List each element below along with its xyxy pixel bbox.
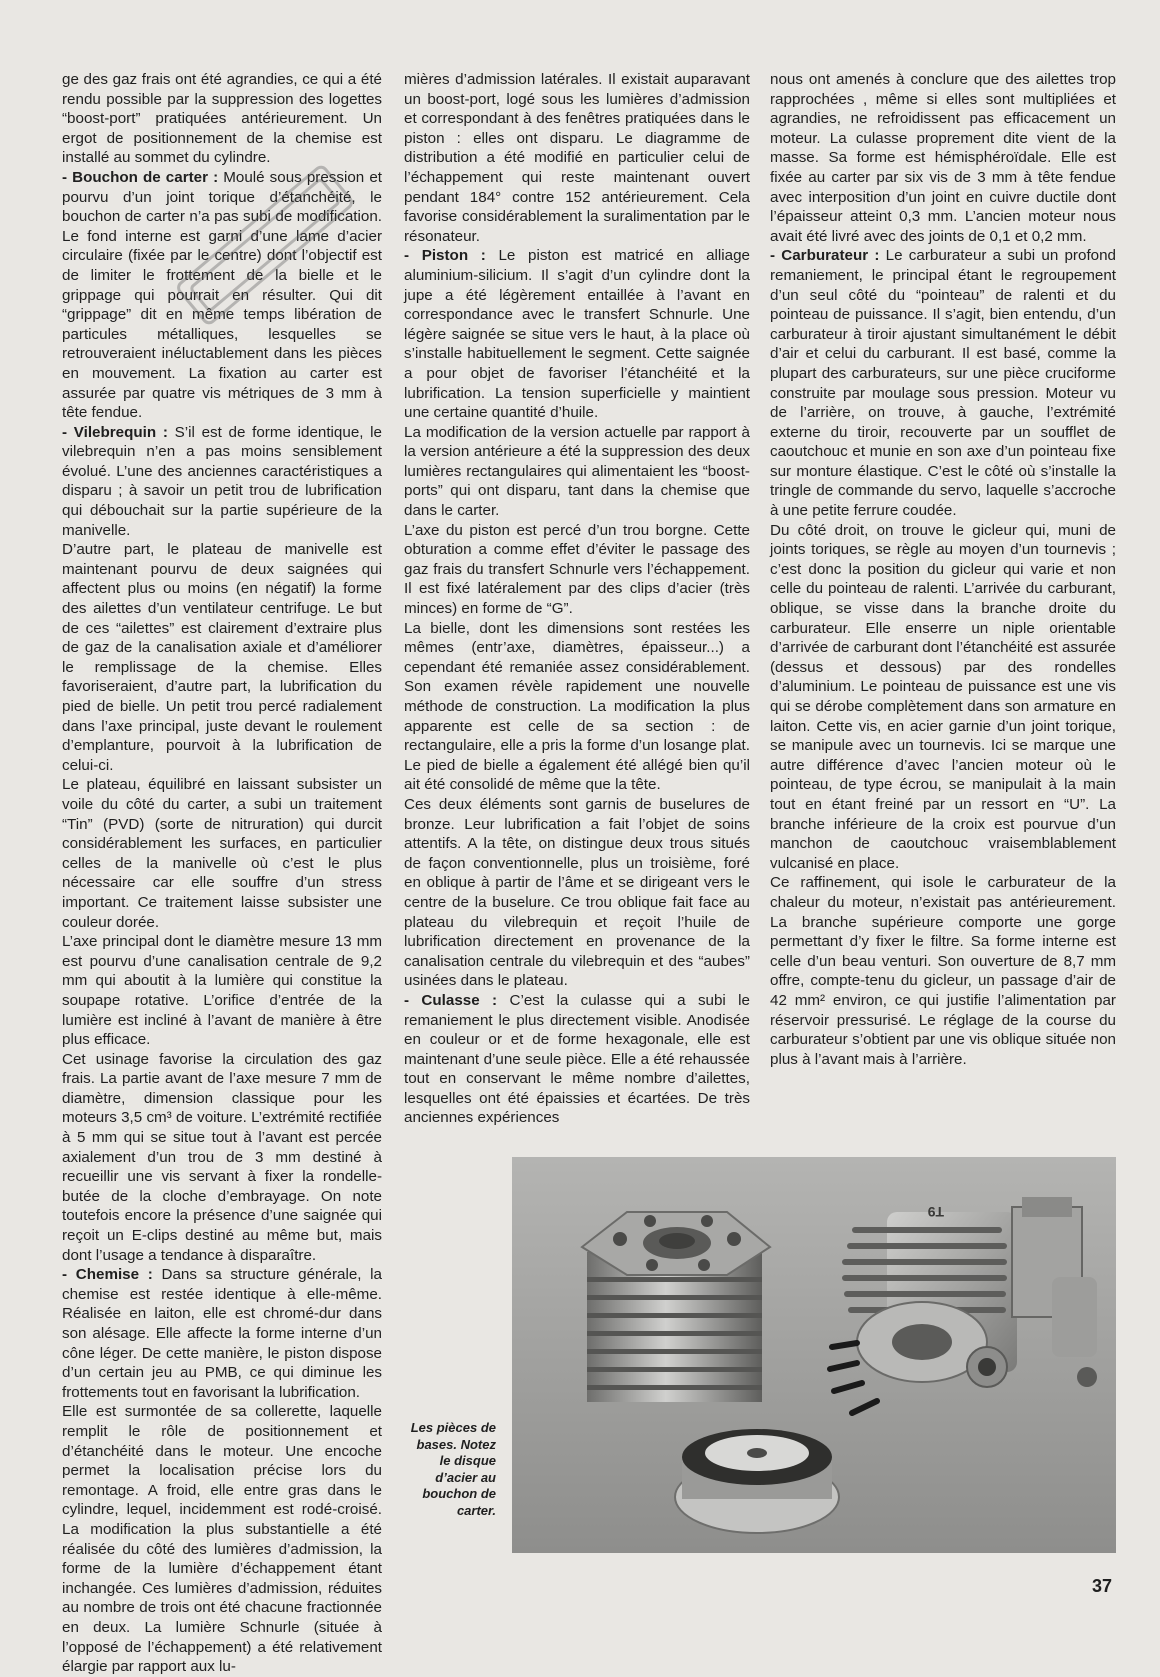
engraving-label: T9 [927, 1204, 944, 1220]
paragraph: - Vilebrequin : S’il est de forme identique, le vilebrequin n’en a pas moins sensiblement évolué. L’une des anciennes caractéristiques a disparu ; à savoir un petit trou de lubrification qui débouchait sur la partie supérieure de la manivelle. [62, 423, 383, 539]
paragraph: Elle est surmontée de sa collerette, laquelle remplit le rôle de positionnement et d’étanchéité dans le moteur. Une encoche permet la localisation précise lors du remontage. A froid, elle entre gras dans le cylindre, lequel, incidemment est rodé-croisé. La modification la plus substantielle a été réalisée du côté des lumières d’admission, la forme de la lumière d’échappement étant inchangée. Ces lumières d’admission, réduites au nombre de trois ont été chacune fractionnée en deux. La lumière Schnurle (située à l’opposé de l’échappement) a été relativement élargie par rapport aux lu- [62, 1403, 382, 1676]
section-heading: - Vilebrequin : [62, 423, 168, 441]
paragraph: L’axe du piston est percé d’un trou borgne. Cette obturation a comme effet d’éviter le passage des gaz frais du transfert Schnurle vers l’échappement. Il est fixé latéralement par des clips d’acier (très minces) en forme de “G”. [404, 521, 750, 618]
paragraph: Cet usinage favorise la circulation des gaz frais. La partie avant de l’axe mesure 7 mm de diamètre, dimension classique pour les moteurs 3,5 cm³ de voiture. L’extrémité rectifiée à 5 mm qui se situe tout à l’avant est percée axialement d’un trou de 3 mm destiné à recueillir une vis servant à fixer la rondelle-butée de la cloche d’embrayage. On note toutefois encore la présence d’une saignée qui reçoit un E-clips destiné au même but, mais dont l’usage a tendance à disparaître. [62, 1050, 382, 1264]
paragraph: Du côté droit, on trouve le gicleur qui, muni de joints toriques, se règle au moyen d’un tournevis ; c’est donc la position du gicleur qui varie et non celle du pointeau de ralenti. L’arrivée du carburant, oblique, se visse dans la branche droite du carburateur. Elle enserre un niple orientable d’arrivée de carburant dont l’étanchéité est assurée (dessus et dessous) par des rondelles d’aluminium. Le pointeau de puissance est une vis qui se dérobe complètement dans son armature en laiton. Cette vis, en acier garnie d’un joint torique, se manipule avec un tournevis. Ici se marque une autre différence d’avec l’ancien moteur où le pointeau, de type écrou, se manipulait à la main tout en étant freiné par un ressort en “U”. La branche inférieure de la croix est pourvue d’un manchon de caoutchouc vraisemblablement vulcanisé en place. [770, 521, 1116, 872]
paragraph: - Piston : Le piston est matricé en alliage aluminium-silicium. Il s’agit d’un cylindre dont la jupe a été légèrement entaillée à l’avant en correspondance avec le transfert Schnurle. Une légère saignée se situe vers le haut, à la place où s’installe habituellement le segment. Cette saignée a pour objet de favoriser l’étanchéité et la lubrification. La tension superficielle y maintient une certaine quantité d’huile. [404, 247, 750, 422]
paragraph: Le plateau, équilibré en laissant subsister un voile du côté du carter, a subi un traitement “Tin” (PVD) (sorte de nitruration) qui durcit considérablement les surfaces, en particulier celles de la manivelle où c’est le plus nécessaire car elle souffre d’un stress important. Ce traitement laisse subsister une couleur dorée. [62, 776, 382, 931]
section-heading: - Chemise : [62, 1266, 153, 1284]
text-column-left [62, 70, 382, 1677]
paragraph: mières d’admission latérales. Il existait auparavant un boost-port, logé sous les lumières d’admission et correspondant à des fenêtres pratiquées dans le piston : elles ont disparu. Le diagramme de distribution a été modifié en particulier celui de l’échappement qui reste maintenant ouvert pendant 184° contre 152 antérieurement. Cela favorise considérablement la suralimentation par le résonateur. [404, 71, 750, 245]
engine-parts-illustration [512, 1157, 1116, 1553]
paragraph: - Carburateur : Le carburateur a subi un profond remaniement, le principal étant le regroupement d’un seul côté du “pointeau” de ralenti et du pointeau de puissance. Il s’agit, bien entendu, d’un carburateur à tiroir ajustant simultanément le débit d’air et celui du carburant. Il est basé, comme la plupart des carburateurs, sur une pièce cruciforme construite par moulage sous pression. Moteur vu de l’arrière, on trouve, à gauche, l’extrémité externe du tiroir, recouverte par un soufflet de caoutchouc et munie en son axe d’un pointeau fixe sur monture élastique. C’est le côté où s’installe la tringle de commande du servo, laquelle s’accroche à une petite ferrure coudée. [770, 247, 1116, 520]
text-column-middle [404, 70, 750, 1128]
paragraph: Ces deux éléments sont garnis de buselures de bronze. Leur lubrification a fait l’objet de soins attentifs. A la tête, on distingue deux trous situés de façon conventionnelle, plus un troisième, foré en oblique à partir de l’âme et se dirigeant vers le centre de la buselure. Ce trou oblique fait face au plateau du vilebrequin et reçoit l’huile de lubrification directement en provenance de la canalisation centrale du vilebrequin et des “aubes” usinées dans le plateau. [404, 795, 750, 990]
paragraph: L’axe principal dont le diamètre mesure 13 mm est pourvu d’une canalisation centrale de 9,2 mm qui aboutit à la lumière qui constitue la soupape rotative. L’orifice d’entrée de la lumière est incliné à l’avant de manière à être plus efficace. [62, 933, 382, 1049]
paragraph: - Bouchon de carter : Moulé sous pression et pourvu d’un joint torique d’étanchéité, le bouchon de carter n’a pas subi de modification. Le fond interne est garni d’une lame d’acier circulaire (fixée par le centre) dont l’objectif est de limiter le frottement de la bielle et le grippage qui pourrait en résulter. Qui dit “grippage” dit en même temps libération de particules métalliques, lesquelles se retrouveraient inéluctablement dans les pièces en mouvement. La fixation au carter est assurée par quatre vis métriques de 3 mm à tête fendue. [62, 168, 382, 422]
paragraph: D’autre part, le plateau de manivelle est maintenant pourvu de deux saignées qui affectent plus ou moins (en négatif) la forme des ailettes d’un ventilateur centrifuge. Le but de ces “ailettes” est clairement d’extraire plus de gaz de la canalisation axiale et d’améliorer le remplissage de la chemise. Elles favoriseraient, d’autre part, la lubrification du pied de bielle. Un petit trou percé radialement dans l’axe principal, juste devant le roulement d’emplanture, pourvoit à la lubrification de celui-ci. [62, 541, 382, 774]
text-column-right [770, 70, 1116, 1069]
section-heading: - Culasse : [404, 991, 498, 1009]
paragraph: La bielle, dont les dimensions sont restées les mêmes (entr’axe, diamètres, épaisseur...) a cependant été remaniée assez considérablement. Son examen révèle rapidement une nouvelle méthode de construction. La modification la plus apparente est celle de sa section : de rectangulaire, elle a pris la forme d’un losange plat. Le pied de bielle a également été allégé bien qu’il ait été consolidé de même que la tête. [404, 619, 750, 794]
paragraph: nous ont amenés à conclure que des ailettes trop rapprochées , même si elles sont multipliées et agrandies, ne refroidissent pas efficacement un moteur. La culasse proprement dite vient de la masse. Sa forme est hémisphéroïdale. Elle est fixée au carter par six vis de 3 mm à tête fendue avec interposition d’un joint en cuivre ductile dont l’épaisseur atteint 0,3 mm. L’ancien moteur nous avait été livré avec des joints de 0,1 et 0,2 mm. [770, 71, 1116, 245]
paragraph: ge des gaz frais ont été agrandies, ce qui a été rendu possible par la suppression des logettes “boost-port” pratiquées antérieurement. Un ergot de positionnement de la chemise est installé au sommet du cylindre. [62, 71, 382, 167]
section-heading: - Piston : [404, 247, 486, 265]
paragraph: - Chemise : Dans sa structure générale, la chemise est restée identique à elle-même. Réalisée en laiton, elle est chromé-dur dans son alésage. Elle affecte la forme interne d’un cône léger. De cette manière, le piston dispose d’un certain jeu au PMB, ce qui diminue les frottements tout en favorisant la lubrification. [62, 1266, 382, 1401]
crankcase-backplate [675, 1429, 839, 1533]
engine-parts-photo [512, 1157, 1116, 1553]
section-heading: - Carburateur : [770, 247, 880, 265]
photo-caption: Les pièces de bases. Notez le disque d’acier au bouchon de carter. [410, 1420, 496, 1518]
paragraph: - Culasse : C’est la culasse qui a subi le remaniement le plus directement visible. Anodisée en couleur or et de forme hexagonale, elle est maintenant d’une seule pièce. Elle a été rehaussée tout en conservant le même nombre d’ailettes, lesquelles ont été épaissies et écartées. De très anciennes expériences [404, 991, 750, 1127]
paragraph: Ce raffinement, qui isole le carburateur de la chaleur du moteur, n’existait pas antérieurement. La branche supérieure comporte une gorge permettant d’y fixer le filtre. Sa forme interne est celle d’un beau venturi. Son ouverture de 8,7 mm offre, compte-tenu du gicleur, un passage d’air de 42 mm² environ, ce qui justifie l’alimentation par réservoir pressurisé. Le réglage de la course du carburateur s’obtient par une vis oblique située non plus à l’avant mais à l’arrière. [770, 874, 1116, 1068]
page-number: 37 [1092, 1576, 1113, 1596]
section-heading: - Bouchon de carter : [62, 168, 219, 186]
paragraph: La modification de la version actuelle par rapport à la version antérieure a été la suppression des deux lumières rectangulaires qui alimentaient les “boost-ports” qui ont disparu, tant dans la chemise que dans le carter. [404, 423, 750, 520]
cylinder-head [582, 1212, 770, 1402]
